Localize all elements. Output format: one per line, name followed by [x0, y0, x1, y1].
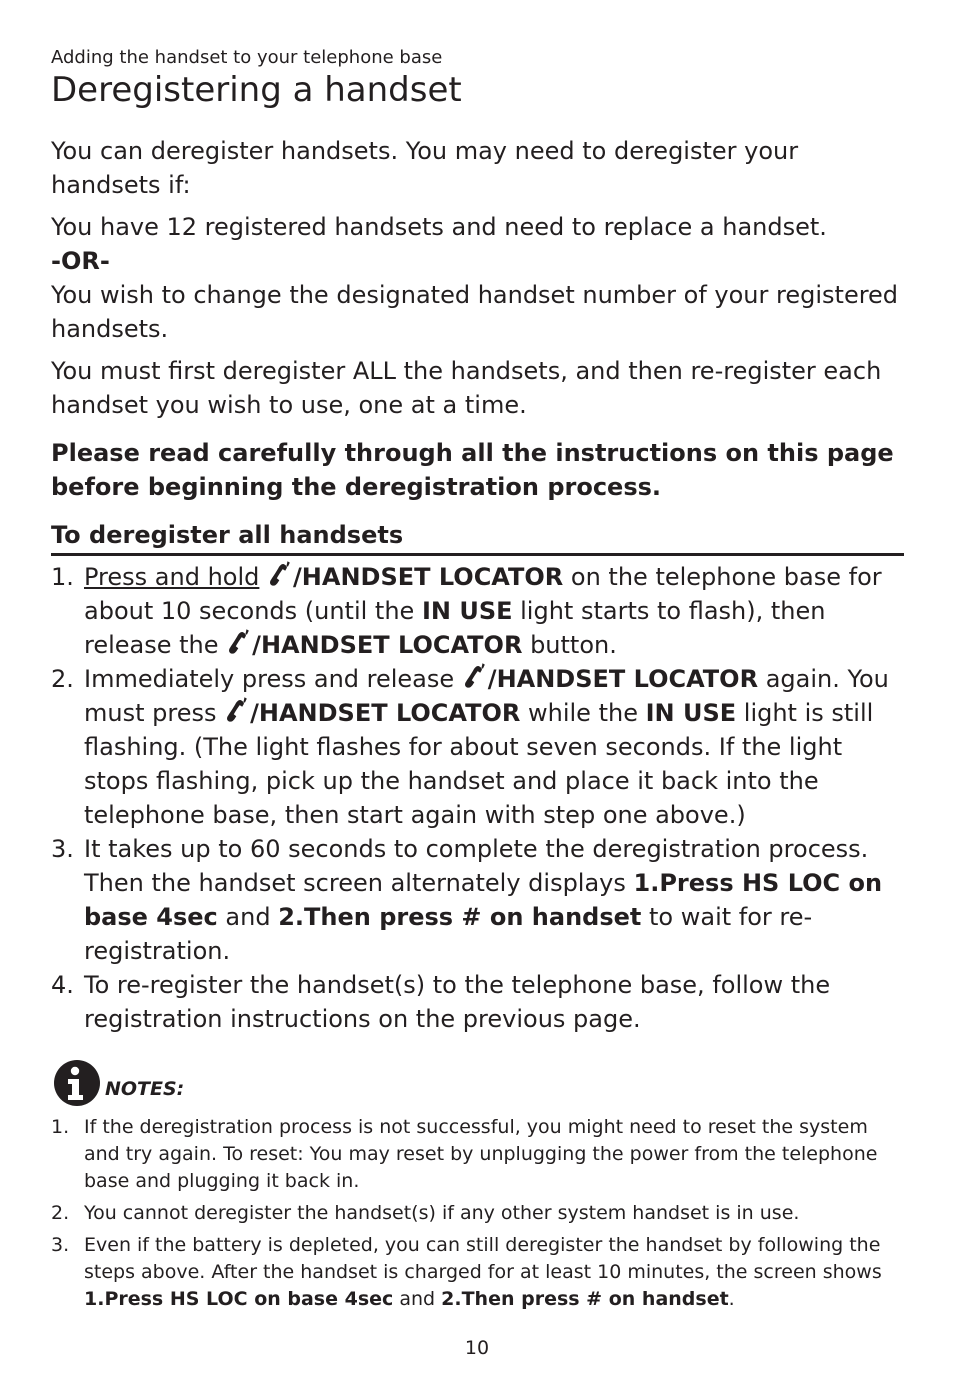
step-text: light is still flashing. (The light flashes for about seven seconds. If the light stops flashing, pick up the handset and place it back into the telephone base, then start again with step one above.) — [84, 699, 874, 829]
page-number: 10 — [464, 1337, 490, 1359]
handset-locator-key: /HANDSET LOCATOR — [293, 563, 564, 591]
handset-locator-icon — [226, 628, 252, 656]
condition-1-text: You have 12 registered handsets and need to replace a handset. — [51, 213, 827, 241]
step-text: Immediately press and release — [84, 665, 462, 693]
list-item-step-3 — [51, 832, 904, 968]
page-title: Deregistering a handset — [51, 70, 462, 110]
handset-locator-icon — [267, 560, 293, 588]
breadcrumb: Adding the handset to your telephone base — [51, 47, 443, 68]
warning-text: Please read carefully through all the instructions on this page before beginning the deregistration process. — [51, 439, 894, 501]
screen-message-1: 1.Press HS LOC on base 4sec — [84, 1288, 394, 1310]
note-text: You cannot deregister the handset(s) if any other system handset is in use. — [84, 1202, 800, 1224]
condition-2-text: You wish to change the designated handset number of your registered handsets. — [51, 281, 899, 343]
first-step-note: You must first deregister ALL the handsets, and then re-register each handset you wish to use, one at a time. — [51, 357, 882, 419]
handset-locator-icon — [462, 662, 488, 690]
step-text: light starts to flash), then release the — [84, 597, 826, 659]
step-text: and — [217, 903, 279, 931]
step-text: to wait for re-registration. — [84, 903, 813, 965]
handset-locator-key: /HANDSET LOCATOR — [252, 631, 523, 659]
page-content — [51, 46, 904, 1318]
note-text: . — [728, 1288, 735, 1310]
step-text: To re-register the handset(s) to the telephone base, follow the registration instructions on the previous page. — [84, 971, 831, 1033]
list-item-step-1 — [51, 560, 904, 662]
list-item-note-1 — [51, 1114, 904, 1195]
notes-label: NOTES: — [105, 1078, 185, 1100]
screen-message-2: 2.Then press # on handset — [278, 903, 642, 931]
handset-locator-icon — [224, 696, 250, 724]
list-item-step-2 — [51, 662, 904, 832]
in-use-label: IN USE — [421, 597, 513, 625]
note-number: 3. — [51, 1234, 70, 1256]
handset-locator-key: /HANDSET LOCATOR — [250, 699, 521, 727]
step-text: It takes up to 60 seconds to complete the deregistration process. Then the handset screen alternately displays — [84, 835, 869, 897]
step-number: 4. — [51, 971, 74, 999]
steps-list — [51, 560, 904, 1036]
section-heading: To deregister all handsets — [51, 518, 904, 556]
step-number: 3. — [51, 835, 74, 863]
step-number: 1. — [51, 563, 74, 591]
note-number: 2. — [51, 1202, 70, 1224]
notes-list — [51, 1114, 904, 1313]
note-text: and — [393, 1288, 442, 1310]
list-item-note-2 — [51, 1200, 904, 1227]
step-text: while the — [520, 699, 646, 727]
notes-header — [51, 1058, 904, 1108]
step-text: on the telephone base for about 10 seconds (until the — [84, 563, 882, 625]
step-text: again. You must press — [84, 665, 889, 727]
step-text: Press and hold — [84, 563, 260, 591]
step-text: button. — [522, 631, 617, 659]
list-item-step-4 — [51, 968, 904, 1036]
screen-message-2: 2.Then press # on handset — [441, 1288, 729, 1310]
note-text: Even if the battery is depleted, you can still deregister the handset by following the steps above. After the handset is charged for at least 10 minutes, the screen shows — [84, 1234, 882, 1283]
step-number: 2. — [51, 665, 74, 693]
or-separator: -OR- — [51, 247, 110, 275]
intro-text: You can deregister handsets. You may need to deregister your handsets if: — [51, 137, 799, 199]
list-item-note-3 — [51, 1232, 904, 1313]
screen-message-1: 1.Press HS LOC on base 4sec — [84, 869, 883, 931]
info-icon — [51, 1058, 103, 1110]
condition-block — [51, 210, 904, 346]
note-text: If the deregistration process is not successful, you might need to reset the system and try again. To reset: You may reset by unplugging the power from the telephone base and plugging it back in. — [84, 1116, 878, 1192]
handset-locator-key: /HANDSET LOCATOR — [487, 665, 759, 693]
in-use-label: IN USE — [645, 699, 737, 727]
note-number: 1. — [51, 1116, 70, 1138]
